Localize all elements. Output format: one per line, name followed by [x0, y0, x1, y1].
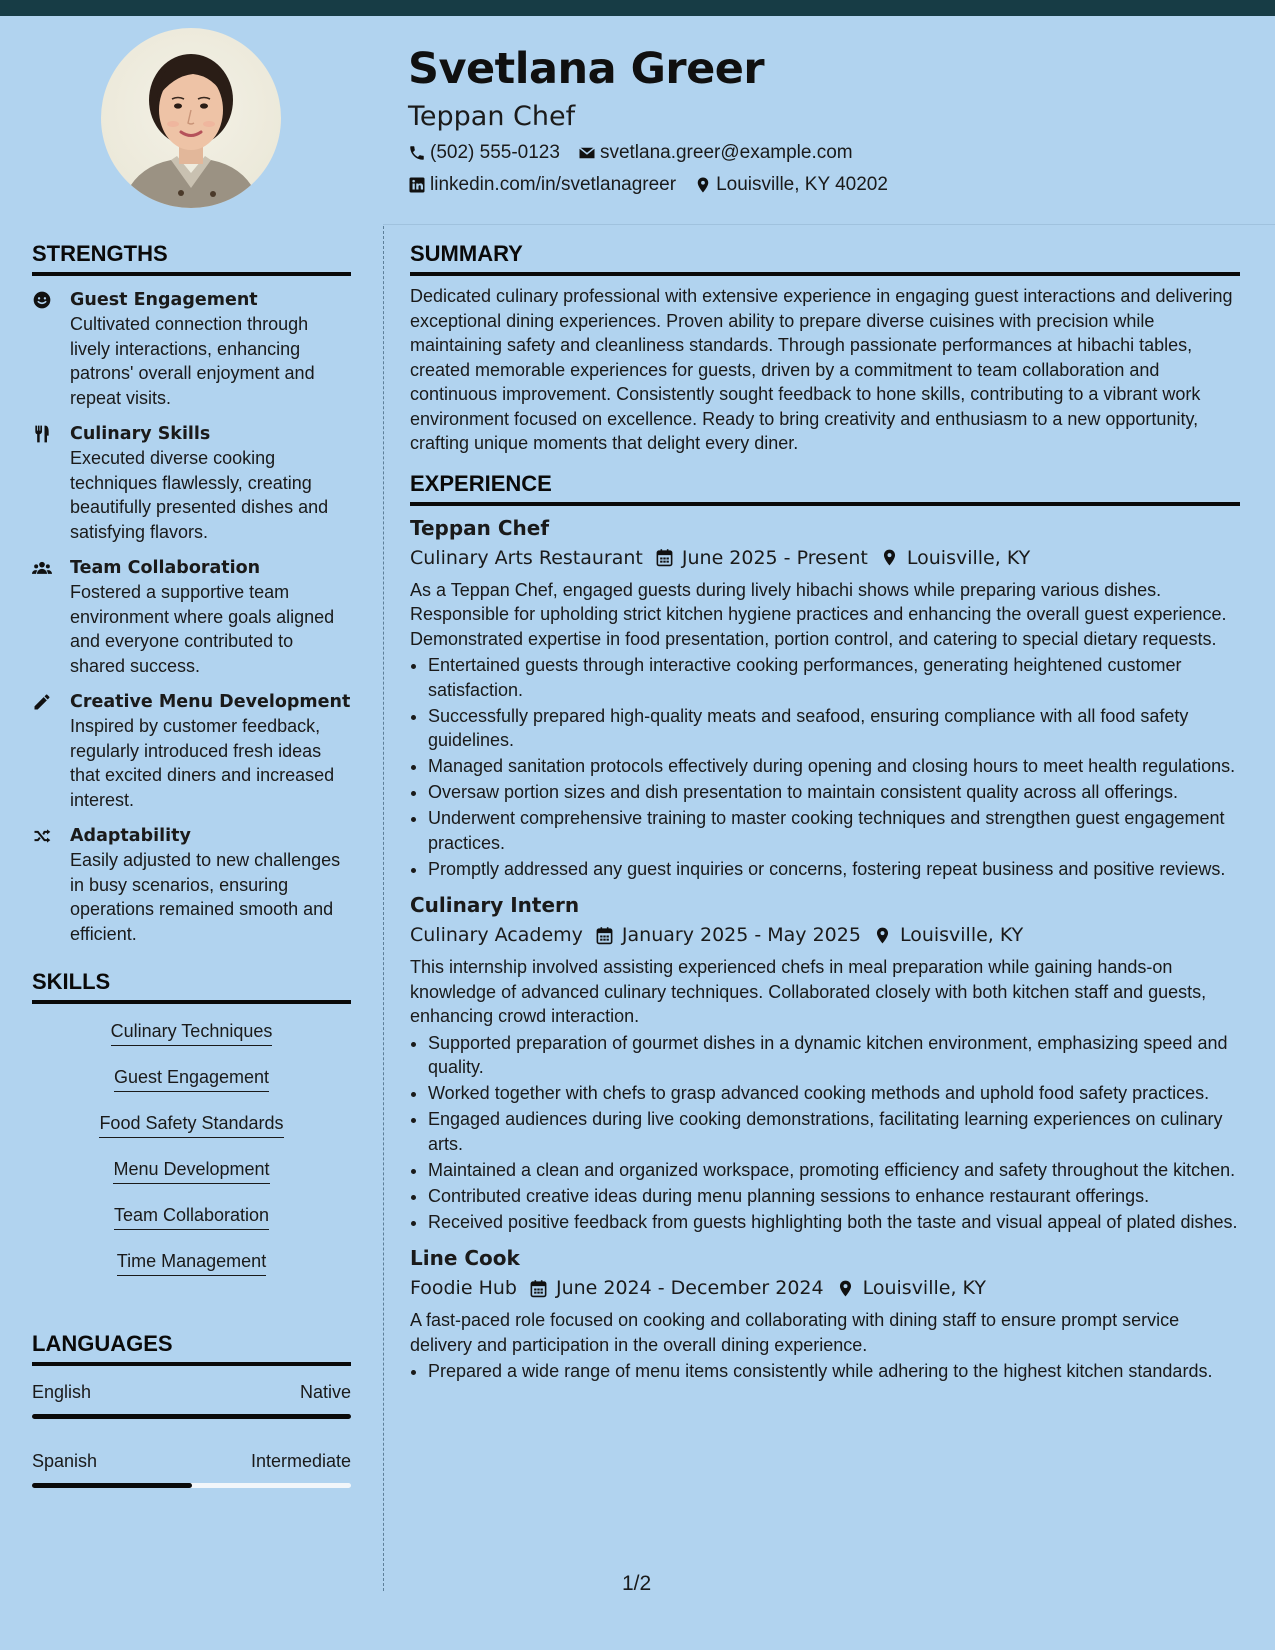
column-divider	[383, 226, 384, 1591]
job-bullet: • Underwent comprehensive training to master cooking techniques and strengthen guest engagement practices.	[428, 806, 1240, 855]
language-proficiency-fill	[32, 1414, 351, 1419]
job-dates: January 2025 - May 2025	[621, 924, 861, 946]
strength-desc: Easily adjusted to new challenges in busy scenarios, ensuring operations remained smooth and efficient.	[70, 850, 341, 944]
job-location: Louisville, KY	[899, 924, 1024, 946]
right-column	[410, 240, 1240, 1385]
job-bullets	[410, 653, 1240, 881]
job-meta	[410, 921, 1240, 949]
summary-text: Dedicated culinary professional with extensive experience in engaging guest interactions and delivering exceptional dining experiences. Proven ability to prepare diverse cuisines with precision while maintaining safety and cleanliness standards. Through passionate performances at hibachi tables, created memorable experiences for guests, driven by a commitment to team collaboration and continuous improvement. Consistently sought feedback to hone skills, contributing to a vibrant work environment focused on excellence. Ready to bring creativity and enthusiasm to a new opportunity, crafting unique moments that delight every diner.	[410, 286, 1233, 453]
language-item	[32, 1449, 351, 1488]
page-number: 1/2	[622, 1572, 652, 1595]
language-level: Intermediate	[250, 1451, 351, 1471]
calendar-icon	[595, 926, 614, 945]
candidate-title: Teppan Chef	[408, 101, 576, 132]
email-text: svetlana.greer@example.com	[599, 142, 853, 163]
experience-heading: EXPERIENCE	[410, 470, 1240, 506]
location-pin-icon	[694, 176, 712, 194]
skills-heading: SKILLS	[32, 968, 351, 1004]
skills-list	[32, 1020, 351, 1296]
calendar-icon	[529, 1279, 548, 1298]
job-bullet: • Supported preparation of gourmet dishes in a dynamic kitchen environment, emphasizing speed and quality.	[428, 1031, 1240, 1080]
strength-title: Adaptability	[70, 826, 191, 846]
job-bullet: • Received positive feedback from guests highlighting both the taste and visual appeal of plated dishes.	[428, 1210, 1240, 1235]
job-dates: June 2024 - December 2024	[555, 1277, 824, 1299]
job-dates: June 2025 - Present	[681, 546, 868, 569]
job-bullet: • Oversaw portion sizes and dish presentation to maintain consistent quality across all offerings.	[428, 780, 1240, 805]
language-item	[32, 1380, 351, 1419]
utensils-icon	[32, 424, 52, 444]
shuffle-icon	[32, 826, 52, 846]
phone-contact[interactable]	[408, 142, 560, 164]
email-icon	[578, 144, 596, 162]
contact-row-2	[408, 172, 906, 198]
job-bullet: • Worked together with chefs to grasp advanced cooking methods and uphold food safety practices.	[428, 1081, 1240, 1106]
strength-item	[32, 824, 351, 946]
location-pin-icon	[873, 926, 892, 945]
language-name: English	[32, 1382, 92, 1402]
strength-item	[32, 288, 351, 410]
skill-tag: Food Safety Standards	[99, 1112, 283, 1138]
skill-tag: Culinary Techniques	[111, 1020, 273, 1046]
location-pin-icon	[836, 1279, 855, 1298]
job-bullet: • Maintained a clean and organized workspace, promoting efficiency and safety throughout the kitchen.	[428, 1158, 1240, 1183]
email-contact[interactable]	[578, 142, 853, 164]
skill-tag: Menu Development	[113, 1158, 269, 1184]
strength-desc: Cultivated connection through lively interactions, enhancing patrons' overall enjoyment and repeat visits.	[70, 314, 315, 408]
strength-title: Culinary Skills	[70, 424, 211, 444]
profile-photo	[101, 28, 281, 208]
strength-item	[32, 556, 351, 678]
summary-heading: SUMMARY	[410, 240, 1240, 276]
location-text: Louisville, KY 40202	[716, 174, 888, 195]
job-entry	[410, 514, 1240, 882]
linkedin-contact[interactable]	[408, 174, 676, 196]
job-bullets	[410, 1031, 1240, 1235]
pencil-icon	[32, 692, 52, 712]
strength-desc: Fostered a supportive team environment where goals aligned and everyone contributed to shared success.	[70, 582, 335, 676]
header-divider	[383, 224, 1275, 225]
language-proficiency-bar	[32, 1483, 351, 1488]
job-bullet: • Successfully prepared high-quality meats and seafood, ensuring compliance with all food safety guidelines.	[428, 704, 1240, 753]
strength-title: Guest Engagement	[70, 290, 258, 310]
language-level: Native	[299, 1382, 351, 1402]
job-entry	[410, 891, 1240, 1234]
job-description: A fast-paced role focused on cooking and collaborating with dining staff to ensure prompt service delivery and participation in the overall dining experience.	[410, 1310, 1180, 1355]
skill-tag: Time Management	[117, 1250, 266, 1276]
linkedin-icon	[408, 176, 426, 194]
phone-icon	[408, 144, 426, 162]
candidate-name: Svetlana Greer	[408, 44, 765, 94]
language-name: Spanish	[32, 1451, 98, 1471]
linkedin-text: linkedin.com/in/svetlanagreer	[430, 174, 677, 195]
experience-list	[410, 514, 1240, 1384]
job-bullet: • Engaged audiences during live cooking demonstrations, facilitating learning experiences on culinary arts.	[428, 1107, 1240, 1156]
location-contact	[694, 174, 888, 196]
job-company: Foodie Hub	[410, 1277, 517, 1299]
calendar-icon	[655, 548, 674, 567]
strength-desc: Executed diverse cooking techniques flawlessly, creating beautifully presented dishes and satisfying flavors.	[70, 448, 329, 542]
language-proficiency-fill	[32, 1483, 192, 1488]
contact-row-1	[408, 140, 906, 166]
job-location: Louisville, KY	[862, 1277, 986, 1299]
job-title: Culinary Intern	[410, 893, 580, 917]
job-title: Line Cook	[410, 1246, 520, 1270]
job-bullet: • Contributed creative ideas during menu planning sessions to enhance restaurant offerings.	[428, 1184, 1240, 1209]
location-pin-icon	[880, 548, 899, 567]
job-bullet: • Managed sanitation protocols effectively during opening and closing hours to meet health regulations.	[428, 754, 1240, 779]
phone-text: (502) 555-0123	[430, 142, 560, 163]
job-description: As a Teppan Chef, engaged guests during lively hibachi shows while preparing various dishes. Responsible for upholding strict kitchen hygiene practices and enhancing the overall guest experience. Demonstrated expertise in food presentation, portion control, and catering to special dietary requests.	[410, 579, 1227, 649]
strength-item	[32, 690, 351, 812]
job-meta	[410, 1274, 1240, 1302]
job-title: Teppan Chef	[410, 515, 550, 540]
smile-icon	[32, 290, 52, 310]
job-bullet: • Promptly addressed any guest inquiries or concerns, fostering repeat business and positive reviews.	[428, 857, 1240, 882]
resume-header	[408, 40, 906, 198]
strength-title: Creative Menu Development	[70, 692, 351, 712]
job-bullet: • Prepared a wide range of menu items consistently while adhering to the highest kitchen standards.	[428, 1359, 1240, 1384]
strength-item	[32, 422, 351, 544]
job-company: Culinary Arts Restaurant	[410, 546, 643, 569]
job-location: Louisville, KY	[906, 546, 1031, 569]
skill-tag: Guest Engagement	[114, 1066, 269, 1092]
job-entry	[410, 1244, 1240, 1384]
left-column	[32, 240, 351, 1488]
job-bullet: • Entertained guests through interactive cooking performances, generating heightened customer satisfaction.	[428, 653, 1240, 702]
strength-desc: Inspired by customer feedback, regularly introduced fresh ideas that excited diners and increased interest.	[70, 716, 335, 810]
users-icon	[32, 558, 52, 578]
skill-tag: Team Collaboration	[114, 1204, 269, 1230]
job-description: This internship involved assisting experienced chefs in meal preparation while gaining hands-on knowledge of advanced culinary techniques. Collaborated closely with both kitchen staff and guests, enhancing crowd interaction.	[410, 957, 1207, 1026]
strength-title: Team Collaboration	[70, 558, 261, 578]
job-meta	[410, 544, 1240, 572]
top-bar	[0, 0, 1275, 16]
job-bullets	[410, 1359, 1240, 1384]
job-company: Culinary Academy	[410, 924, 583, 946]
languages-heading: LANGUAGES	[32, 1330, 351, 1366]
strengths-heading: STRENGTHS	[32, 240, 351, 276]
language-proficiency-bar	[32, 1414, 351, 1419]
